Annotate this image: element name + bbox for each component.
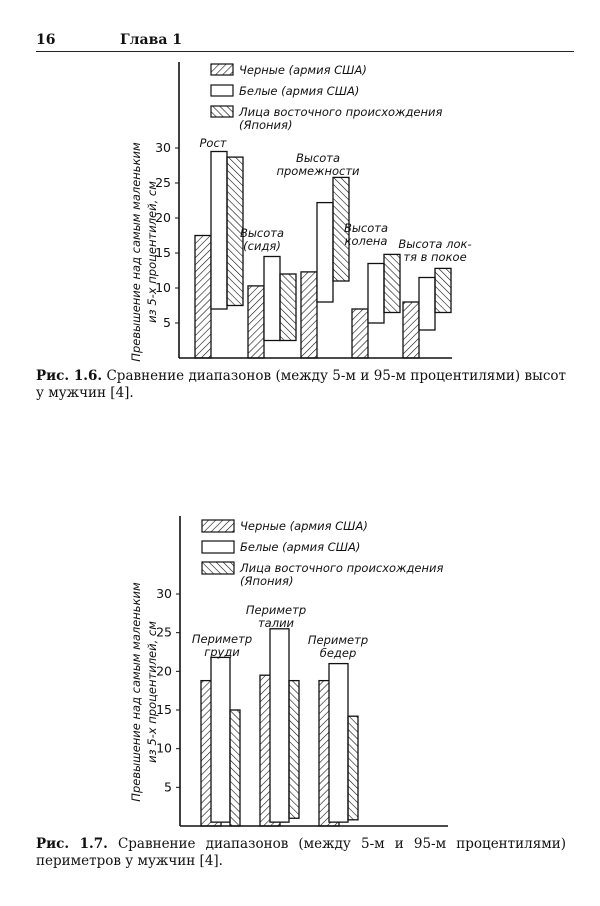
fig16-bar-s1-c4 — [419, 278, 435, 331]
fig17-tick-label: 15 — [156, 702, 172, 717]
chapter-title: Глава 1 — [120, 32, 183, 48]
fig17-legend-swatch — [202, 562, 234, 574]
fig16-tick-label: 10 — [155, 280, 171, 295]
figure-1-6-caption-label: Рис. 1.6. — [36, 368, 103, 384]
figure-1-6-caption-text: Сравнение диапазонов (между 5-м и 95-м процентилями) высот у мужчин [4]. — [36, 368, 566, 401]
fig17-bar-s2-c1 — [289, 681, 299, 819]
fig16-legend-swatch — [211, 106, 233, 117]
fig17-tick-label: 20 — [156, 663, 172, 679]
fig16-tick-label: 20 — [155, 210, 171, 225]
fig16-bar-s0-c0 — [195, 236, 211, 359]
fig16-category-label: (сидя) — [243, 239, 281, 253]
fig17-category-label: бедер — [319, 646, 357, 660]
fig16-category-label: Высота лок- — [398, 237, 472, 251]
fig17-tick-label: 25 — [156, 624, 172, 640]
figure-1-7-caption-label: Рис. 1.7. — [36, 836, 108, 852]
fig17-category-label: Периметр — [307, 633, 369, 647]
page-number: 16 — [36, 32, 56, 48]
fig17-legend-swatch — [202, 520, 234, 532]
fig16-legend-label: Черные (армия США) — [239, 63, 367, 77]
fig17-legend-label-2: (Япония) — [240, 574, 294, 588]
fig17-bar-s1-c0 — [211, 657, 230, 822]
fig17-bar-s2-c0 — [230, 710, 240, 826]
fig17-ylabel-line-1: Превышение над самым маленьким — [129, 582, 143, 802]
fig16-legend-label: Лица восточного происхождения — [239, 105, 443, 119]
fig16-category-label: тя в покое — [403, 250, 467, 264]
fig16-bar-s0-c1 — [248, 286, 264, 358]
fig16-bar-s2-c4 — [435, 268, 451, 312]
fig17-tick-label: 10 — [156, 740, 172, 756]
fig17-category-label: Периметр — [245, 603, 307, 617]
fig16-ylabel-line-2: из 5-х процентилей, см — [145, 181, 159, 323]
fig16-category-label: Рост — [199, 136, 227, 150]
fig17-category-label: груди — [204, 645, 240, 659]
fig16-category-label: промежности — [276, 164, 360, 178]
fig16-bar-s2-c3 — [384, 254, 400, 312]
fig16-category-label: Высота — [239, 226, 285, 240]
fig17-bar-s1-c1 — [270, 629, 289, 822]
fig16-bar-s1-c3 — [368, 264, 384, 324]
fig16-bar-s0-c4 — [403, 302, 419, 358]
fig17-legend-label: Белые (армия США) — [240, 540, 361, 554]
fig16-bar-s1-c2 — [317, 203, 333, 302]
fig16-bar-s1-c1 — [264, 257, 280, 341]
fig16-category-label: Высота — [295, 151, 341, 165]
fig16-bar-s2-c1 — [280, 274, 296, 341]
fig16-bar-s0-c2 — [301, 272, 317, 358]
fig16-tick-label: 25 — [155, 175, 171, 190]
fig17-category-label: Периметр — [191, 632, 253, 646]
fig16-legend-swatch — [211, 64, 233, 75]
fig16-legend-label-2: (Япония) — [239, 118, 293, 132]
fig16-category-label: Высота — [343, 221, 389, 235]
figure-1-7-caption — [36, 836, 566, 870]
fig16-tick-label: 30 — [155, 140, 171, 155]
fig16-bar-s0-c3 — [352, 309, 368, 358]
fig17-legend-label: Лица восточного происхождения — [240, 561, 444, 575]
fig16-legend-swatch — [211, 85, 233, 96]
fig17-bar-s1-c2 — [329, 664, 348, 823]
figure-1-7-caption-text: Сравнение диапазонов (между 5-м и 95-м процентилями) периметров у мужчин [4]. — [36, 836, 566, 869]
fig16-category-label: колена — [344, 234, 388, 248]
fig17-ylabel-line-2: из 5-х процентилей, см — [145, 621, 159, 763]
fig17-tick-label: 30 — [156, 586, 172, 601]
fig17-tick-label: 5 — [164, 779, 172, 795]
fig17-category-label: талии — [257, 616, 295, 630]
fig16-bar-s1-c0 — [211, 152, 227, 310]
figure-1-6-caption — [36, 368, 566, 402]
fig17-legend-label: Черные (армия США) — [240, 519, 368, 533]
fig16-tick-label: 5 — [163, 315, 171, 330]
fig16-tick-label: 15 — [155, 245, 171, 260]
fig17-bar-s2-c2 — [348, 716, 358, 820]
fig16-ylabel-line-1: Превышение над самым маленьким — [129, 142, 143, 362]
fig16-legend-label: Белые (армия США) — [239, 84, 360, 98]
fig17-legend-swatch — [202, 541, 234, 553]
